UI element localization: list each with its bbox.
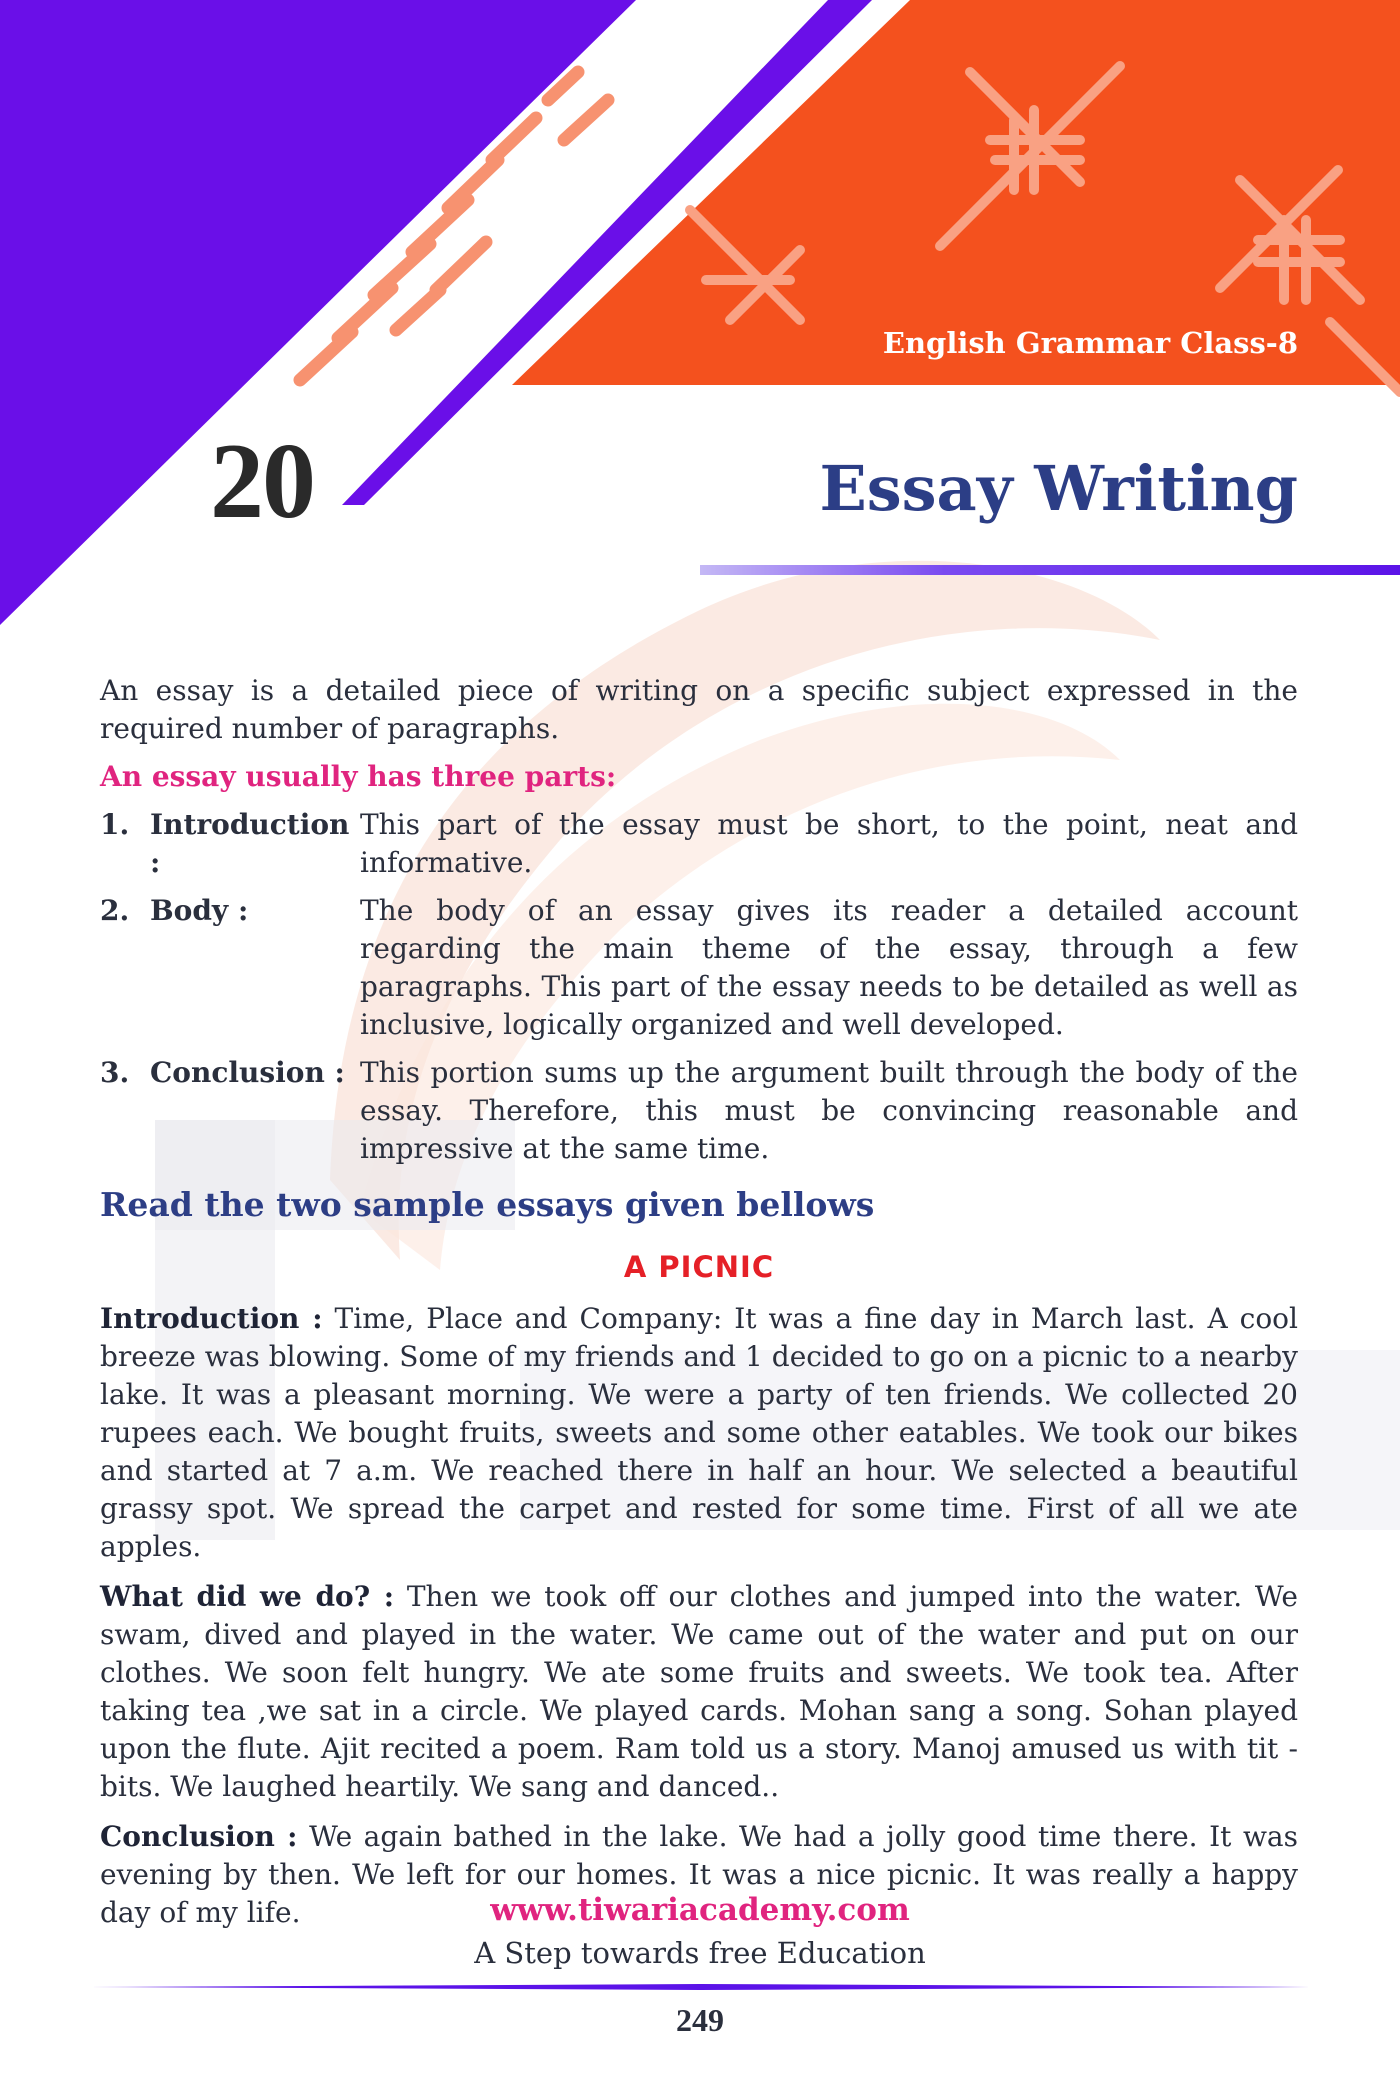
essay-paragraph xyxy=(100,1578,1298,1806)
chapter-number: 20 xyxy=(210,422,314,541)
tagline: A Step towards free Education xyxy=(474,1936,926,1970)
website-link[interactable]: www.tiwariacademy.com xyxy=(490,1892,910,1928)
intro-paragraph: An essay is a detailed piece of writing on a specific subject expressed in the required number of paragraphs. xyxy=(100,674,1298,745)
paragraph-text: Then we took off our clothes and jumped into the water. We swam, dived and played in the water. We came out of the water and put on our clothes. We soon felt hungry. We ate some fruits and sweets. We took tea. After taking tea ,we sat in a circle. We played cards. Mohan sang a song. Sohan played upon the flute. Ajit recited a poem. Ram told us a story. Manoj amused us with tit - bits. We laughed heartily. We sang and danced.. xyxy=(100,1580,1298,1803)
part-item xyxy=(100,806,1298,882)
samples-heading: Read the two sample essays given bellows xyxy=(100,1185,875,1224)
footer-divider xyxy=(90,1984,1310,1990)
paragraph-label: Introduction : xyxy=(100,1302,323,1335)
chapter-banner xyxy=(0,0,1400,640)
paragraph-text: We again bathed in the lake. We had a jolly good time there. It was evening by then. We left for our homes. It was a nice picnic. It was really a happy day of my life. xyxy=(100,1820,1298,1929)
book-title: English Grammar Class-8 xyxy=(882,326,1298,360)
part-text: This portion sums up the argument built through the body of the essay. Therefore, this must be convincing reasonable and impressive at the same time. xyxy=(360,1056,1298,1165)
page-number: 249 xyxy=(676,2002,724,2038)
essay-title: A PICNIC xyxy=(623,1250,775,1284)
essay-paragraph xyxy=(100,1300,1298,1566)
paragraph-text: Time, Place and Company: It was a fine day in March last. A cool breeze was blowing. Some of my friends and 1 decided to go on a picnic to a nearby lake. It was a pleasant morning. We were a party of ten friends. We collected 20 rupees each. We bought fruits, sweets and some other eatables. We took our bikes and started at 7 a.m. We reached there in half an hour. We selected a beautiful grassy spot. We spread the carpet and rested for some time. First of all we ate apples. xyxy=(100,1302,1298,1563)
paragraph-label: What did we do? : xyxy=(100,1580,395,1613)
paragraph-label: Conclusion : xyxy=(100,1820,298,1853)
part-number: 3. xyxy=(100,1056,130,1089)
part-item xyxy=(100,892,1298,1044)
part-text: This part of the essay must be short, to the point, neat and informative. xyxy=(360,808,1298,879)
part-text: The body of an essay gives its reader a detailed account regarding the main theme of the essay, through a few paragraphs. This part of the essay needs to be detailed as well as inclusive, logically organized and well developed. xyxy=(360,894,1298,1041)
chapter-title: Essay Writing xyxy=(819,452,1298,525)
part-label: Body : xyxy=(150,894,249,927)
part-number: 2. xyxy=(100,894,130,927)
part-label: Conclusion : xyxy=(150,1056,345,1089)
part-label: Introduction : xyxy=(150,808,350,879)
parts-heading: An essay usually has three parts: xyxy=(100,760,617,793)
part-item xyxy=(100,1054,1298,1168)
title-underline xyxy=(700,565,1400,575)
main-content xyxy=(100,672,1298,1944)
part-number: 1. xyxy=(100,808,130,841)
